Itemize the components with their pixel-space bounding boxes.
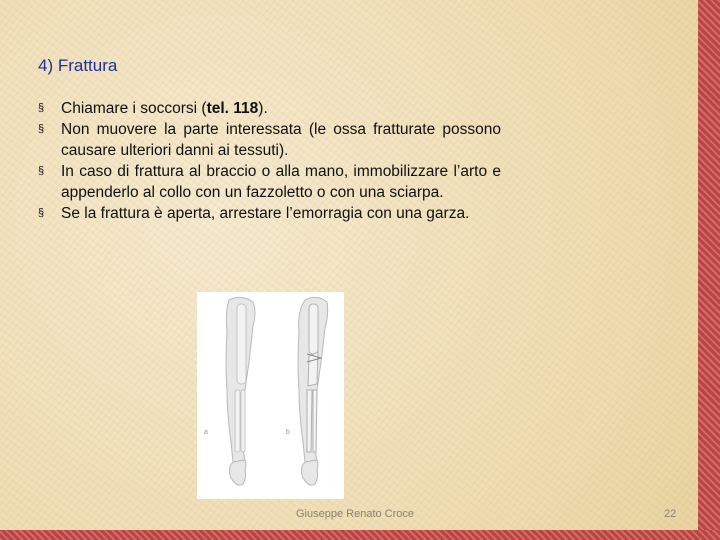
left-arm-bones (235, 304, 246, 452)
label-b: b (286, 429, 290, 436)
bottom-border-strip (0, 530, 720, 540)
emergency-number: tel. 118 (206, 100, 259, 117)
label-a: a (204, 429, 208, 436)
arm-fracture-illustration (197, 292, 344, 499)
bullet-marker: § (38, 102, 45, 114)
bullet-text: Non muovere la parte interessata (le ossa fratturate possono causare ulteriori danni ai tessuti). (61, 121, 501, 159)
footer-author: Giuseppe Renato Croce (296, 508, 415, 520)
bullet-item (38, 98, 501, 119)
slide-title: 4) Frattura (38, 56, 118, 75)
bullet-text: Se la frattura è aperta, arrestare l’emorragia con una garza. (61, 205, 470, 222)
bullet-item (38, 161, 501, 203)
bullet-item (38, 203, 501, 224)
bullet-text: Chiamare i soccorsi ( (61, 100, 207, 117)
bullet-list (38, 98, 501, 224)
bullet-marker: § (38, 165, 45, 177)
bullet-text: In caso di frattura al braccio o alla mano, immobilizzare l’arto e appenderlo al collo con un fazzoletto o con una sciarpa. (61, 163, 501, 201)
bullet-text: ). (258, 100, 268, 117)
bullet-marker: § (38, 123, 45, 135)
right-border-strip (698, 0, 720, 540)
bullet-marker: § (38, 207, 45, 219)
page-number: 22 (664, 508, 677, 520)
right-arm-bones (307, 304, 318, 452)
bullet-item (38, 119, 501, 161)
